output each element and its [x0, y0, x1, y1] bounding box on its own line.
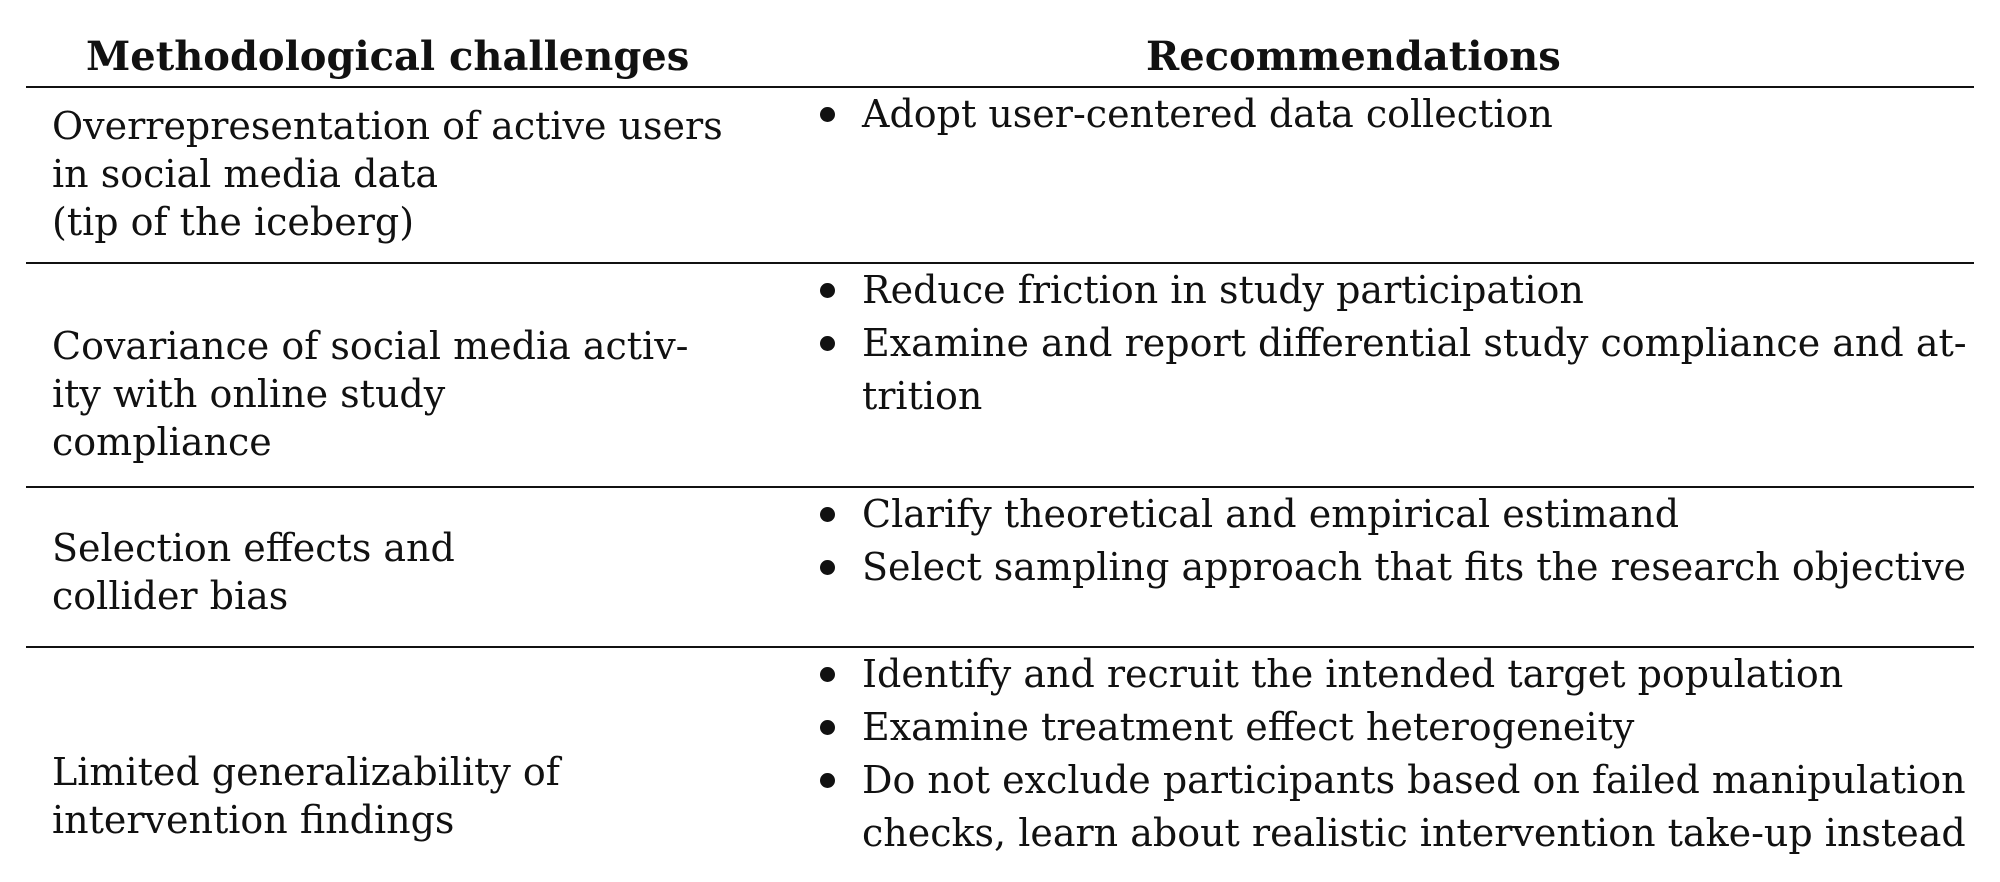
recommendation-item: [816, 701, 1974, 754]
challenge-cell: Selection effects and collider bias: [52, 526, 455, 618]
bullet-icon: [820, 336, 835, 351]
recommendation-text: Select sampling approach that fits the research objective: [862, 545, 1967, 589]
bullet-icon: [820, 107, 835, 122]
bullet-icon: [820, 507, 835, 522]
recommendation-text: Do not exclude participants based on failed manipulation checks, learn about realistic intervention take-up instead: [862, 758, 1966, 855]
recommendation-item: [816, 88, 1974, 141]
recommendation-item: [816, 648, 1974, 701]
header-challenges: Methodological challenges: [86, 33, 690, 80]
bullet-icon: [820, 667, 835, 682]
recommendation-list: [816, 88, 1974, 141]
recommendation-text: Examine treatment effect heterogeneity: [862, 705, 1635, 749]
bullet-icon: [820, 720, 835, 735]
recommendation-item: [816, 488, 1974, 541]
recommendation-text: Examine and report differential study compliance and at- trition: [862, 321, 1967, 418]
header-recommendations: Recommendations: [1146, 33, 1561, 80]
recommendation-item: [816, 754, 1974, 860]
recommendations-table: [26, 26, 1974, 855]
bullet-icon: [820, 283, 835, 298]
bullet-icon: [820, 773, 835, 788]
table-row: [26, 488, 1974, 646]
challenge-cell: Overrepresentation of active users in social media data (tip of the iceberg): [52, 104, 723, 244]
table-row: [26, 88, 1974, 262]
table-row: [26, 648, 1974, 864]
recommendation-list: [816, 488, 1974, 594]
recommendation-text: Reduce friction in study participation: [862, 268, 1584, 312]
challenge-cell: Covariance of social media activ- ity with online study compliance: [52, 324, 689, 464]
recommendation-item: [816, 317, 1974, 423]
recommendation-list: [816, 648, 1974, 860]
recommendation-text: Identify and recruit the intended target population: [862, 652, 1844, 696]
table-header: [26, 26, 1974, 88]
recommendation-item: [816, 264, 1974, 317]
table-row: [26, 264, 1974, 486]
recommendation-list: [816, 264, 1974, 423]
recommendation-text: Clarify theoretical and empirical estimand: [862, 492, 1680, 536]
recommendation-text: Adopt user-centered data collection: [862, 92, 1553, 136]
challenge-cell: Limited generalizability of intervention findings: [52, 750, 560, 842]
recommendation-item: [816, 541, 1974, 594]
bullet-icon: [820, 560, 835, 575]
